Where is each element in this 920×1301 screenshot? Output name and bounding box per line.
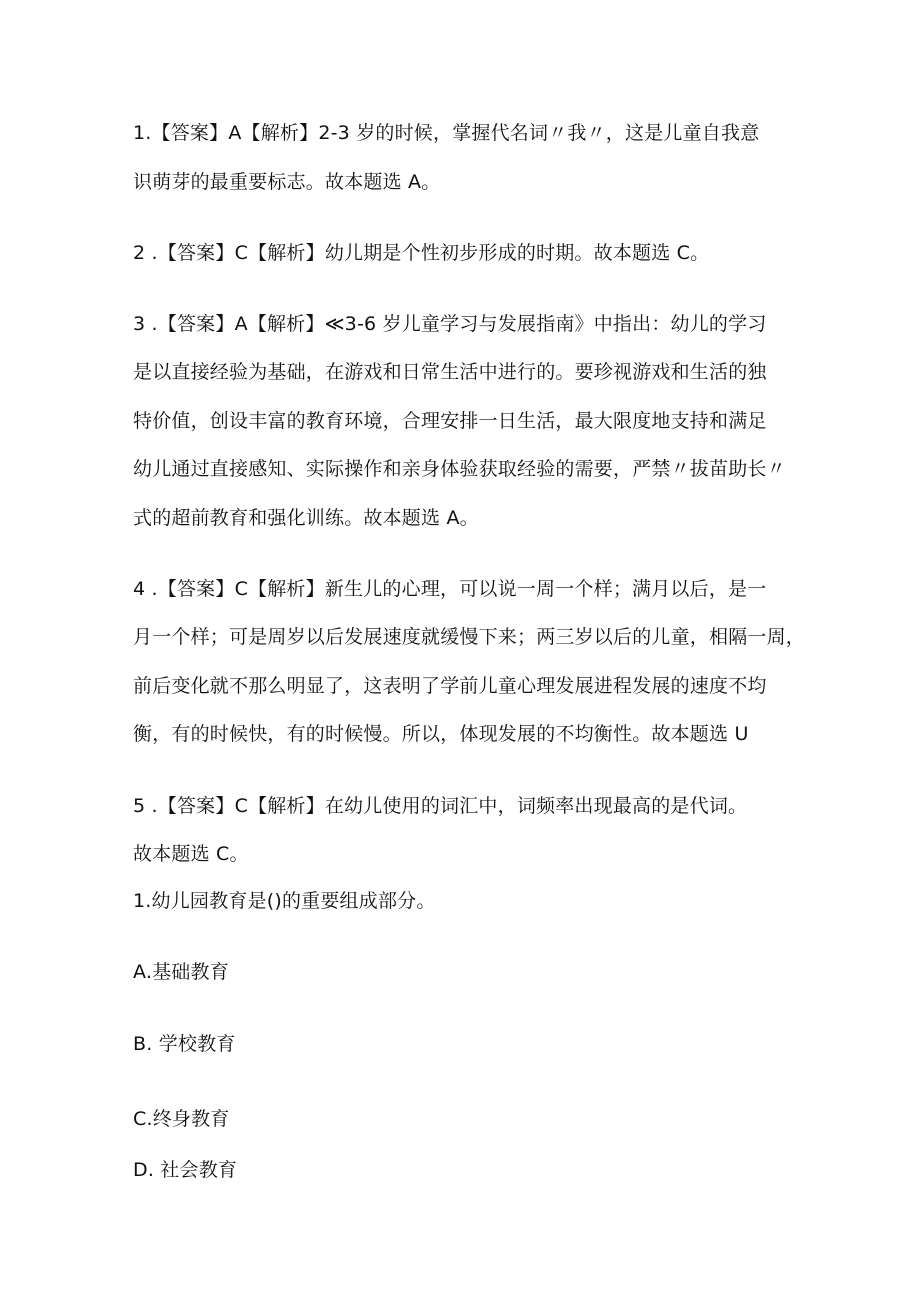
option-c: C.终身教育 [133, 1108, 230, 1130]
answer-3-line-5: 式的超前教育和强化训练。故本题选 A。 [133, 507, 479, 529]
answer-1-line-1: 1.【答案】A【解析】2-3 岁的时候，掌握代名词〃我〃，这是儿童自我意 [133, 122, 760, 144]
answer-2-line-1: 2 .【答案】C【解析】幼儿期是个性初步形成的时期。故本题选 C。 [133, 242, 710, 264]
answer-4-line-4: 衡，有的时候快，有的时候慢。所以，体现发展的不均衡性。故本题选 U [133, 723, 749, 745]
answer-4-line-2: 月一个样；可是周岁以后发展速度就缓慢下来；两三岁以后的儿童，相隔一周， [133, 626, 806, 648]
question-stem: 1.幼儿园教育是()的重要组成部分。 [133, 890, 436, 912]
answer-1-line-2: 识萌芽的最重要标志。故本题选 A。 [133, 171, 441, 193]
answer-5-line-2: 故本题选 C。 [133, 843, 249, 865]
answer-3-line-2: 是以直接经验为基础，在游戏和日常生活中进行的。要珍视游戏和生活的独 [133, 361, 767, 383]
answer-4-line-3: 前后变化就不那么明显了，这表明了学前儿童心理发展进程发展的速度不均 [133, 675, 767, 697]
answer-3-line-4: 幼儿通过直接感知、实际操作和亲身体验获取经验的需要，严禁〃拔苗助长〃 [133, 458, 786, 480]
answer-4-line-1: 4 .【答案】C【解析】新生儿的心理，可以说一周一个样；满月以后，是一 [133, 578, 767, 600]
answer-3-line-3: 特价值，创设丰富的教育环境，合理安排一日生活，最大限度地支持和满足 [133, 410, 767, 432]
answer-5-line-1: 5 .【答案】C【解析】在幼儿使用的词汇中，词频率出现最高的是代词。 [133, 795, 748, 817]
option-b: B. 学校教育 [133, 1033, 236, 1055]
option-d: D. 社会教育 [133, 1159, 238, 1181]
answer-3-line-1: 3 .【答案】A【解析】≪3-6 岁儿童学习与发展指南》中指出：幼儿的学习 [133, 313, 767, 335]
option-a: A.基础教育 [133, 961, 229, 983]
